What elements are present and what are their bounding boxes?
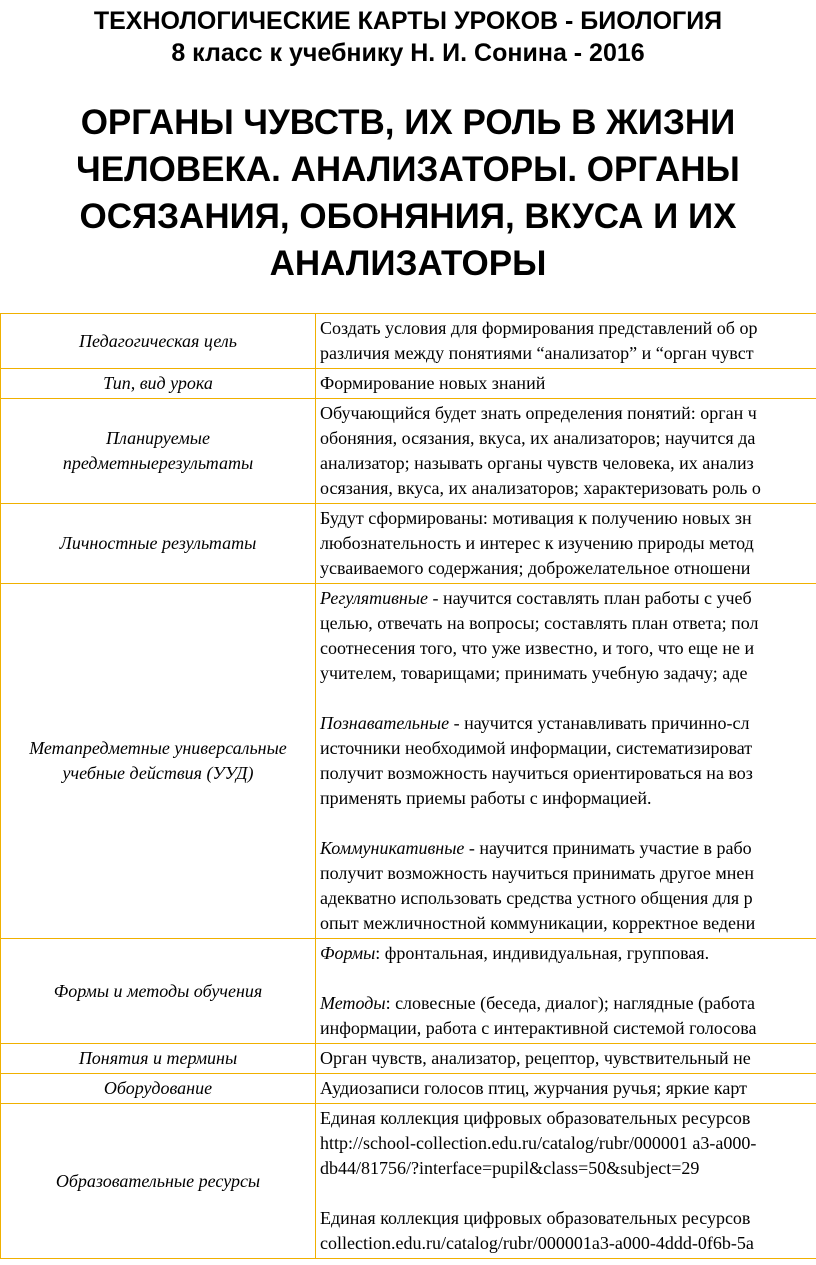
communicative-term: Коммуникативные: [320, 838, 465, 858]
text-line: усваиваемого содержания; доброжелательное отношени: [320, 558, 751, 578]
regulatory-term: Регулятивные: [320, 588, 428, 608]
row-value: [316, 504, 816, 584]
lesson-card-table: [0, 313, 816, 1259]
title-line-3: ОСЯЗАНИЯ, ОБОНЯНИЯ, ВКУСА И ИХ: [79, 197, 737, 236]
row-label: Образовательные ресурсы: [1, 1104, 316, 1259]
text-line: получит возможность научиться принимать другое мнен: [320, 863, 755, 883]
row-value: [316, 314, 816, 369]
row-label: [1, 584, 316, 939]
table-row: [1, 1104, 816, 1259]
text-line: соотнесения того, что уже известно, и того, что еще не и: [320, 638, 755, 658]
spacer: [320, 811, 816, 836]
text-line: информации, работа с интерактивной системой голосова: [320, 1018, 757, 1038]
text-line: осязания, вкуса, их анализаторов; характеризовать роль о: [320, 478, 761, 498]
spacer: [320, 686, 816, 711]
spacer: [320, 1181, 816, 1206]
header-line-2: 8 класс к учебнику Н. И. Сонина - 2016: [171, 39, 645, 67]
text-line: Регулятивные - научится составлять план работы с учеб: [320, 588, 752, 608]
text-line: Методы: словесные (беседа, диалог); наглядные (работа: [320, 993, 756, 1013]
spacer: [320, 966, 816, 991]
forms-term: Формы: [320, 943, 376, 963]
text-line: Единая коллекция цифровых образовательных ресурсов: [320, 1108, 751, 1128]
text-line: опыт межличностной коммуникации, корректное ведени: [320, 913, 756, 933]
header-line-1: ТЕХНОЛОГИЧЕСКИЕ КАРТЫ УРОКОВ - БИОЛОГИЯ: [93, 7, 723, 35]
text-line: анализатор; называть органы чувств человека, их анализ: [320, 453, 754, 473]
row-label: Тип, вид урока: [1, 369, 316, 399]
label-line: Метапредметные универсальные: [29, 738, 287, 758]
row-value: [316, 584, 816, 939]
text-line: Будут сформированы: мотивация к получению новых зн: [320, 508, 752, 528]
text-line: источники необходимой информации, систематизироват: [320, 738, 753, 758]
text-line: любознательность и интерес к изучению природы метод: [320, 533, 754, 553]
text-line: обоняния, осязания, вкуса, их анализаторов; научится да: [320, 428, 756, 448]
text-line: Обучающийся будет знать определения понятий: орган ч: [320, 403, 757, 423]
text-line: адекватно использовать средства устного общения для р: [320, 888, 753, 908]
cognitive-term: Познавательные: [320, 713, 450, 733]
title-line-2: ЧЕЛОВЕКА. АНАЛИЗАТОРЫ. ОРГАНЫ: [76, 150, 740, 189]
row-label: Педагогическая цель: [1, 314, 316, 369]
table-row: [1, 584, 816, 939]
row-label: Личностные результаты: [1, 504, 316, 584]
text-line: учителем, товарищами; принимать учебную задачу; аде: [320, 663, 748, 683]
row-value: [316, 1044, 816, 1074]
text-line: Познавательные - научится устанавливать причинно-сл: [320, 713, 750, 733]
text-line: Формы: фронтальная, индивидуальная, групповая.: [320, 943, 710, 963]
title-line-4: АНАЛИЗАТОРЫ: [269, 244, 547, 283]
text-line: Коммуникативные - научится принимать участие в рабо: [320, 838, 752, 858]
label-line: Планируемые: [106, 428, 210, 448]
text-line: Создать условия для формирования представлений об ор: [320, 318, 758, 338]
row-value: [316, 1074, 816, 1104]
row-label: Понятия и термины: [1, 1044, 316, 1074]
text-line: Орган чувств, анализатор, рецептор, чувствительный не: [320, 1048, 751, 1068]
text-line: применять приемы работы с информацией.: [320, 788, 652, 808]
label-line: предметныерезультаты: [62, 453, 254, 473]
text-line: Единая коллекция цифровых образовательных ресурсов: [320, 1208, 751, 1228]
row-value: [316, 1104, 816, 1259]
table-row: [1, 504, 816, 584]
table-row: [1, 399, 816, 504]
table-row: [1, 1044, 816, 1074]
table-row: [1, 1074, 816, 1104]
label-line: учебные действия (УУД): [62, 763, 254, 783]
row-label: Оборудование: [1, 1074, 316, 1104]
methods-term: Методы: [320, 993, 386, 1013]
title-line-1: ОРГАНЫ ЧУВСТВ, ИХ РОЛЬ В ЖИЗНИ: [80, 103, 736, 142]
link-text: http://school-collection.edu.ru/catalog/rubr/000001 a3-a000-: [320, 1133, 757, 1153]
table-row: [1, 369, 816, 399]
text-line: получит возможность научиться ориентироваться на воз: [320, 763, 753, 783]
link-text: collection.edu.ru/catalog/rubr/000001a3-a000-4ddd-0f6b-5a: [320, 1233, 754, 1253]
text-line: различия между понятиями “анализатор” и “орган чувст: [320, 343, 754, 363]
text-line: Аудиозаписи голосов птиц, журчания ручья; яркие карт: [320, 1078, 748, 1098]
row-label: Формы и методы обучения: [1, 939, 316, 1044]
table-row: [1, 939, 816, 1044]
row-value: [316, 939, 816, 1044]
text-line: целью, отвечать на вопросы; составлять план ответа; пол: [320, 613, 759, 633]
row-value: [316, 399, 816, 504]
row-value: [316, 369, 816, 399]
table-row: [1, 314, 816, 369]
link-text: db44/81756/?interface=pupil&class=50&subject=29: [320, 1158, 700, 1178]
row-label: [1, 399, 316, 504]
text-line: Формирование новых знаний: [320, 373, 546, 393]
